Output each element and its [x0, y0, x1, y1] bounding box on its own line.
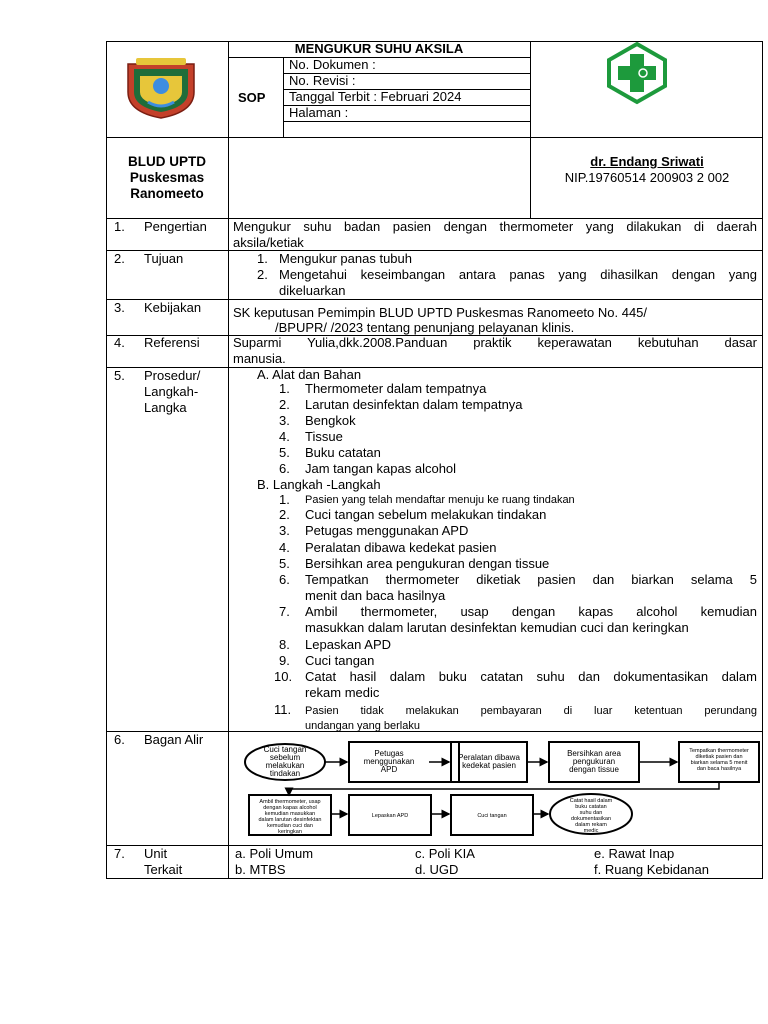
flowchart [229, 732, 762, 845]
field-tanggal-terbit: Tanggal Terbit : Februari 2024 [289, 89, 462, 104]
unit-item: f. Ruang Kebidanan [594, 862, 709, 877]
referensi-text-line1: Suparmi Yulia,dkk.2008.Panduan praktik keperawatan kebutuhan dasar [233, 335, 757, 350]
svg-text:dalam rekam: dalam rekam [575, 822, 607, 828]
list-item-cont: masukkan dalam larutan desinfektan kemudian cuci dan keringkan [305, 620, 689, 635]
svg-text:kemudian cuci dan: kemudian cuci dan [267, 823, 313, 829]
signer-nip: NIP.19760514 200903 2 002 [564, 170, 730, 185]
list-item: Lepaskan APD [305, 637, 392, 652]
list-item: Bersihkan area pengukuran dengan tissue [305, 556, 550, 571]
document-title: MENGUKUR SUHU AKSILA [294, 41, 464, 56]
svg-text:medic: medic [583, 828, 599, 834]
list-item: Thermometer dalam tempatnya [305, 381, 487, 396]
section-label-bagan-alir: Bagan Alir [144, 732, 204, 747]
tujuan-item: Mengetahui keseimbangan antara panas yang dihasilkan dengan yang [279, 267, 757, 282]
kebijakan-text-line2: /BPUPR/ /2023 tentang penunjang pelayanan klinis. [275, 320, 575, 335]
flow-label: Peralatan dibawa [458, 753, 520, 762]
section-label-referensi: Referensi [144, 335, 200, 350]
org-name-line2: Puskesmas [129, 170, 205, 185]
svg-text:APD: APD [380, 765, 398, 774]
unit-item: c. Poli KIA [415, 846, 475, 861]
svg-text:diketiak pasien dan: diketiak pasien dan [695, 754, 743, 760]
field-no-dokumen: No. Dokumen : [289, 57, 376, 72]
flow-label: Bersihkan area [567, 749, 621, 758]
flow-label: Cuci tangan [477, 813, 507, 819]
flow-label: Lepaskan APD [371, 813, 409, 819]
svg-text:dengan tissue: dengan tissue [569, 765, 619, 774]
subsection-heading-langkah: B. Langkah -Langkah [257, 477, 381, 492]
list-item: Peralatan dibawa kedekat pasien [305, 540, 497, 555]
svg-text:pengukuran: pengukuran [572, 757, 616, 766]
org-name-line3: Ranomeeto [130, 186, 204, 201]
field-halaman: Halaman : [289, 105, 349, 120]
section-number: 2. [114, 251, 125, 266]
list-item: Larutan desinfektan dalam tempatnya [305, 397, 523, 412]
svg-text:melakukan: melakukan [265, 761, 305, 770]
kebijakan-text-line1: SK keputusan Pemimpin BLUD UPTD Puskesmas Ranomeeto No. 445/ [233, 305, 648, 320]
list-item: Bengkok [305, 413, 356, 428]
section-label-unit: Terkait [144, 862, 183, 877]
section-label-prosedur: Prosedur/ [144, 368, 201, 383]
list-item: Petugas menggunakan APD [305, 523, 469, 538]
list-item-cont: rekam medic [305, 685, 380, 700]
section-number: 6. [114, 732, 125, 747]
list-item: Tempatkan thermometer diketiak pasien dan biarkan selama 5 [305, 572, 757, 587]
flow-label: Tempatkan thermometer [689, 748, 749, 754]
flow-label: Ambil thermometer, usap [259, 799, 321, 805]
svg-text:biarkan selama 5 menit: biarkan selama 5 menit [690, 760, 748, 766]
section-number: 1. [114, 219, 125, 234]
list-item: Pasien tidak melakukan pembayaran di luar ketentuan perundang [305, 705, 757, 717]
list-item-cont: menit dan baca hasilnya [305, 588, 446, 603]
section-label-prosedur: Langkah- [144, 384, 199, 399]
tujuan-item-cont: dikeluarkan [279, 283, 346, 298]
svg-text:dokumentasikan: dokumentasikan [570, 816, 612, 822]
list-item-cont: undangan yang berlaku [305, 720, 420, 732]
list-item: Cuci tangan sebelum melakukan tindakan [305, 507, 547, 522]
section-label-kebijakan: Kebijakan [144, 300, 202, 315]
flow-label: Catat hasil dalam [569, 798, 613, 804]
list-item: Tissue [305, 429, 343, 444]
svg-text:dan baca hasilnya: dan baca hasilnya [696, 766, 742, 772]
unit-item: a. Poli Umum [235, 846, 314, 861]
section-number: 4. [114, 335, 125, 350]
regional-logo [122, 56, 200, 120]
list-item: Ambil thermometer, usap dengan kapas alcohol kemudian [305, 604, 757, 619]
svg-text:tindakan: tindakan [269, 769, 301, 778]
referensi-text-line2: manusia. [233, 351, 286, 366]
tujuan-item: Mengukur panas tubuh [279, 251, 412, 266]
flow-label: Petugas [374, 749, 404, 758]
flow-arrow [289, 782, 719, 795]
svg-text:kedekat pasien: kedekat pasien [462, 761, 516, 770]
section-number: 7. [114, 846, 125, 861]
svg-text:buku catatan: buku catatan [575, 804, 607, 810]
pengertian-text-line1: Mengukur suhu badan pasien dengan thermometer yang dilakukan di daerah [233, 219, 757, 234]
flow-label: Cuci tangan [263, 745, 307, 754]
list-item: Buku catatan [305, 445, 381, 460]
section-label-pengertian: Pengertian [144, 219, 207, 234]
section-label-unit: Unit [144, 846, 168, 861]
list-number: 2. [257, 267, 268, 282]
section-number: 5. [114, 368, 125, 383]
svg-text:suhu dan: suhu dan [579, 810, 603, 816]
section-label-tujuan: Tujuan [144, 251, 184, 266]
svg-text:keringkan: keringkan [278, 829, 302, 835]
signer-name: dr. Endang Sriwati [590, 154, 704, 169]
pengertian-text-line2: aksila/ketiak [233, 235, 304, 250]
svg-text:kemudian masukkan: kemudian masukkan [264, 811, 316, 817]
list-item: Jam tangan kapas alcohol [305, 461, 457, 476]
list-item: Pasien yang telah mendaftar menuju ke ruang tindakan [305, 494, 575, 506]
sop-label: SOP [238, 90, 266, 105]
unit-item: e. Rawat Inap [594, 846, 675, 861]
svg-text:dalam larutan desinfektan: dalam larutan desinfektan [258, 817, 322, 823]
svg-text:menggunakan: menggunakan [363, 757, 415, 766]
section-number: 3. [114, 300, 125, 315]
svg-text:sebelum: sebelum [269, 753, 301, 762]
unit-item: d. UGD [415, 862, 459, 877]
svg-text:dengan kapas alcohol: dengan kapas alcohol [263, 805, 317, 811]
list-number: 1. [257, 251, 268, 266]
unit-item: b. MTBS [235, 862, 286, 877]
field-no-revisi: No. Revisi : [289, 73, 356, 88]
list-item: Catat hasil dalam buku catatan suhu dan dokumentasikan dalam [305, 669, 757, 684]
section-label-prosedur: Langka [144, 400, 187, 415]
subsection-heading-alat: A. Alat dan Bahan [257, 367, 362, 382]
list-item: Cuci tangan [305, 653, 375, 668]
puskesmas-logo [603, 40, 671, 106]
org-name-line1: BLUD UPTD [128, 154, 206, 169]
